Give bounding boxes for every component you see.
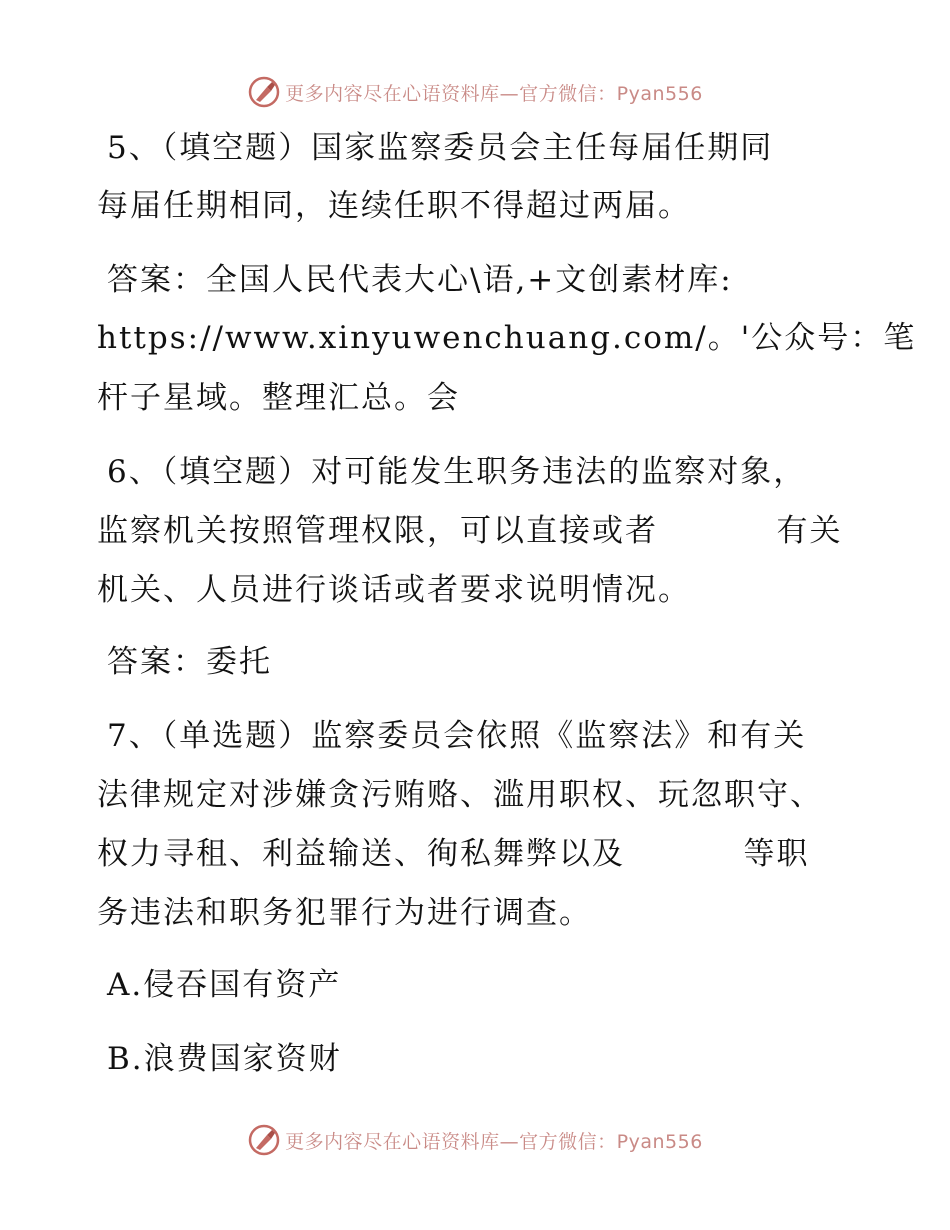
q5-line-2: 每届任期相同，连续任职不得超过两届。 xyxy=(97,188,691,224)
header-watermark-banner xyxy=(0,72,950,112)
q6-line-2: 监察机关按照管理权限，可以直接或者 有关 xyxy=(97,513,843,549)
pen-nib-logo-icon xyxy=(247,75,281,109)
q6-line-3: 机关、人员进行谈话或者要求说明情况。 xyxy=(97,572,691,608)
footer-watermark-banner xyxy=(0,1120,950,1160)
q5-line-1: 5、（填空题）国家监察委员会主任每届任期同 xyxy=(107,130,774,166)
footer-watermark-text: 更多内容尽在心语资料库—官方微信：Pyan556 xyxy=(285,1130,703,1153)
q7-line-3: 权力寻租、利益输送、徇私舞弊以及 等职 xyxy=(97,836,810,872)
q5-answer-line-3: 杆子星域。整理汇总。会 xyxy=(97,380,460,416)
q7-option-a: A.侵吞国有资产 xyxy=(107,967,342,1003)
q5-answer-line-1: 答案：全国人民代表大心\语,+文创素材库: xyxy=(107,262,733,298)
q7-line-1: 7、（单选题）监察委员会依照《监察法》和有关 xyxy=(107,718,807,754)
pen-nib-logo-icon xyxy=(247,1123,281,1157)
q7-line-2: 法律规定对涉嫌贪污贿赂、滥用职权、玩忽职守、 xyxy=(97,777,823,813)
q5-answer-line-2: https://www.xinyuwenchuang.com/。'公众号：笔 xyxy=(97,320,917,356)
header-watermark-text: 更多内容尽在心语资料库—官方微信：Pyan556 xyxy=(285,82,703,105)
q7-line-4: 务违法和职务犯罪行为进行调查。 xyxy=(97,895,592,931)
q6-line-1: 6、（填空题）对可能发生职务违法的监察对象， xyxy=(107,454,807,490)
q6-answer: 答案：委托 xyxy=(107,644,272,680)
q7-option-b: B.浪费国家资财 xyxy=(107,1041,342,1077)
